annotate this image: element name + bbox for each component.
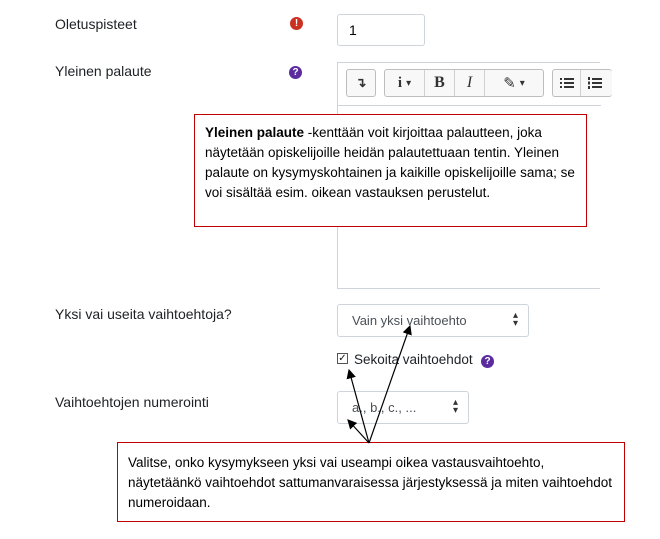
insert-paragraph-icon[interactable]: ↴ <box>355 75 367 90</box>
bold-button[interactable]: B <box>425 70 455 96</box>
default-mark-label: Oletuspisteet <box>55 16 137 32</box>
numbering-value: a., b., c., ... <box>352 400 417 415</box>
info-icon: i <box>397 74 403 91</box>
callout-text: -kenttään voit kirjoittaa palautteen, joka näytetään opiskelijoille heidän palautettuaan tentin. Yleinen palaute on kysymyskohtainen ja kaikille opiskelijoille sama; se voi sisältää esim. oikean vastauksen perustelut. <box>205 125 575 200</box>
question-circle-icon[interactable]: ? <box>481 355 494 368</box>
question-circle-icon[interactable]: ? <box>289 66 302 79</box>
arrow-to-select <box>369 326 410 443</box>
italic-button[interactable]: I <box>455 70 485 96</box>
callout-text: Valitse, onko kysymykseen yksi vai useampi oikea vastausvaihtoehto, näytetäänkö vaihtoehdot sattumanvaraisessa järjestyksessä ja miten vaihtoehdot numeroidaan. <box>128 455 613 510</box>
sort-caret-icon: ▴ ▾ <box>512 310 518 329</box>
single-or-multiple-label: Yksi vai useita vaihtoehtoja? <box>55 306 232 322</box>
numbering-label: Vaihtoehtojen numerointi <box>55 394 209 410</box>
brush-icon: ✎ <box>503 75 516 92</box>
general-feedback-label: Yleinen palaute <box>55 63 152 79</box>
callout-bold-term: Yleinen palaute <box>205 125 305 140</box>
chevron-down-icon: ▾ <box>406 77 412 89</box>
sort-caret-icon: ▴ ▾ <box>452 397 458 416</box>
single-or-multiple-value: Vain yksi vaihtoehto <box>352 313 467 328</box>
chevron-down-icon: ▾ <box>519 77 525 89</box>
shuffle-label: Sekoita vaihtoehdot <box>354 352 473 367</box>
exclamation-circle-icon: ! <box>290 17 303 30</box>
shuffle-checkbox[interactable]: ✓ <box>338 353 347 364</box>
